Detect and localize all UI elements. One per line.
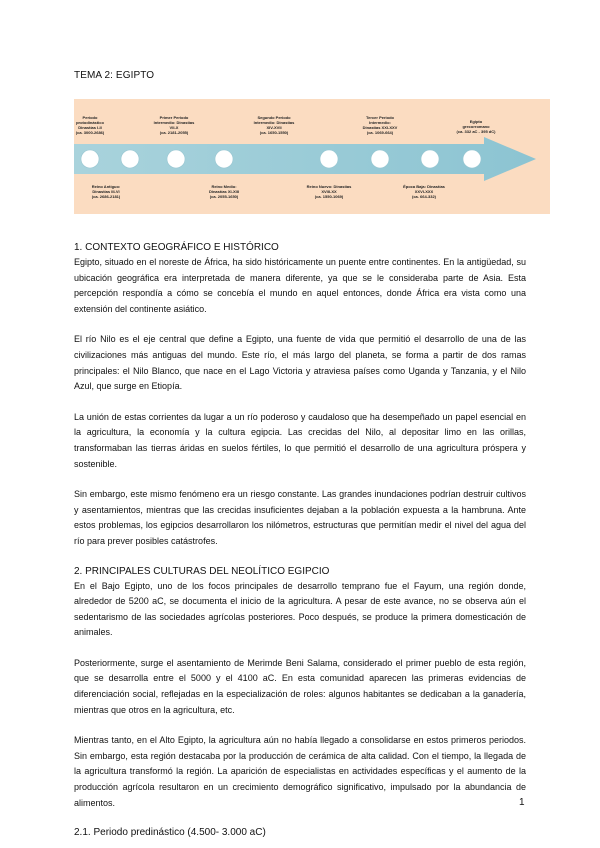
timeline-label-epoca-baja: Época Baja: Dinastías XXVI-XXX (ca. 664-332) <box>403 184 445 199</box>
paragraph: Egipto, situado en el noreste de África, ha sido históricamente un puente entre continentes. En la antigüedad, su ubicación geográfica era interpretada de manera diferente, ya que se le consideraba parte de Asia. Esta percepción respondía a cómo se concebía el mundo en aquel entonces, donde África era vista como una extensión del continente asiático. <box>74 257 526 314</box>
timeline-node <box>167 150 185 168</box>
paragraph: La unión de estas corrientes da lugar a un río poderoso y caudaloso que ha desempeñado un papel esencial en la agricultura, la economía y la cultura egipcia. Las crecidas del Nilo, al depositar limo en las orillas, transformaban las tierras áridas en suelos fértiles, lo que permitió el desarrollo de una agricultura próspera y sostenible. <box>74 411 526 469</box>
timeline-node <box>421 150 439 168</box>
timeline-node <box>320 150 338 168</box>
timeline-label-grecorromano: Egipto grecorromano (ca. 332 aC - 395 dC) <box>456 119 496 134</box>
timeline-label-reino-antiguo: Reino Antiguo: Dinastías III-VI (ca. 2686-2181) <box>91 184 121 199</box>
timeline-label-reino-medio: Reino Medio: Dinastías XI-XIII (ca. 2055-1650) <box>208 184 239 199</box>
subsection-heading: 2.1. Periodo predinástico (4.500- 3.000 aC) <box>74 827 266 839</box>
paragraph: En el Bajo Egipto, uno de los focos principales de desarrollo temprano fue el Fayum, una región donde, alrededor de 5200 aC, se documenta el inicio de la agricultura. A pesar de este avance, no se observa aún el sedentarismo de las sociedades agrícolas posteriores. Poco después, se produce la primera domesticación de animales. <box>74 580 526 638</box>
timeline-node <box>121 150 139 168</box>
timeline-node <box>463 150 481 168</box>
timeline-label-segundo-periodo: Segundo Periodo Intermedio: Dinastías XIV-XVII (ca. 1650-1550) <box>253 115 295 135</box>
timeline-label-reino-nuevo: Reino Nuevo: Dinastías XVIII-XX (ca. 1550-1069) <box>306 184 352 199</box>
paragraph: Posteriormente, surge el asentamiento de Merimde Beni Salama, considerado el primer pueblo de esta región, que se desarrolla entre el 5000 y el 4100 aC. En esta comunidad aparecen las primeras evidencias de diferenciación social, reflejadas en la especialización de roles: algunos habitantes se dedicaban a la ganadería, mientras que otros en la agricultura, etc. <box>74 657 526 715</box>
section-heading: 2. PRINCIPALES CULTURAS DEL NEOLÍTICO EGIPCIO <box>74 565 330 577</box>
paragraph: Sin embargo, este mismo fenómeno era un riesgo constante. Las grandes inundaciones podrían destruir cultivos y asentamientos, mientras que las crecidas insuficientes dejaban a la población expuesta a la hambruna. Ante estos problemas, los egipcios desarrollaron los nilómetros, estructuras que permitían medir el nivel del agua del río para prever posibles catástrofes. <box>74 489 526 546</box>
paragraph: Mientras tanto, en el Alto Egipto, la agricultura aún no había llegado a consolidarse en estos primeros periodos. Sin embargo, esta región destacaba por la producción de cerámica de alta calidad. Con el tiempo, la llegada de la agricultura transformó la región. La aparición de especialistas en actividades específicas y el aumento de la producción agrícola resultaron en un crecimiento demográfico significativo, impulsado por la abundancia de alimentos. <box>74 735 526 808</box>
timeline-node <box>81 150 99 168</box>
paragraph: El río Nilo es el eje central que define a Egipto, una fuente de vida que permitió el desarrollo de una de las civilizaciones más antiguas del mundo. Este río, el más largo del planeta, se forma a partir de dos ramas principales: el Nilo Blanco, que nace en el Lago Victoria y atraviesa países como Uganda y Tanzania, y el Nilo Azul, que surge en Etiopía. <box>74 334 526 392</box>
page-number: 1 <box>519 797 525 808</box>
document-body <box>74 241 526 840</box>
timeline-node <box>215 150 233 168</box>
timeline-node <box>371 150 389 168</box>
timeline-label-primer-periodo: Primer Periodo Intermedio: Dinastías VII-X (ca. 2181-2055) <box>153 115 195 135</box>
section-heading: 1. CONTEXTO GEOGRÁFICO E HISTÓRICO <box>74 242 279 253</box>
timeline-label-tercer-periodo: Tercer Periodo Intermedio: Dinastías XXI-XXV (ca. 1069-664) <box>362 115 398 135</box>
timeline-diagram <box>74 99 550 214</box>
page-title: TEMA 2: EGIPTO <box>74 70 155 81</box>
timeline-label-protodinastico: Periodo protodinástico Dinastías I-II (ca. 3000-2686) <box>75 115 105 135</box>
